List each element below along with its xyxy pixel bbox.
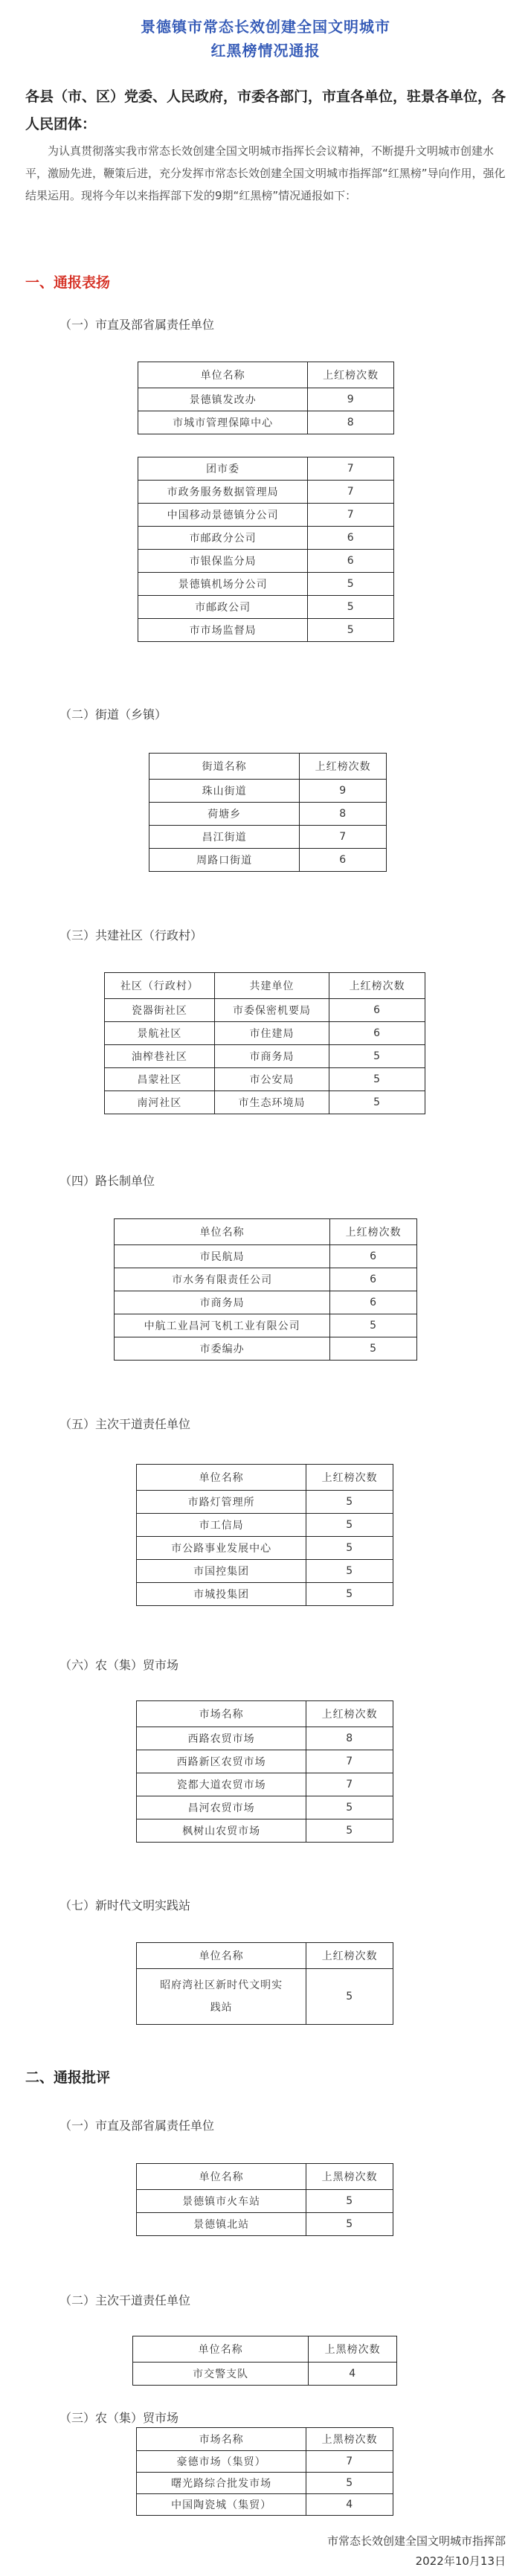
table-row: [137, 2190, 393, 2213]
table-cell: 市城市管理保障中心: [138, 411, 308, 434]
table-cell: 珠山街道: [149, 780, 300, 803]
table-row: [138, 573, 394, 596]
table-row: [115, 1314, 417, 1337]
table-cell: 市公安局: [214, 1068, 329, 1091]
table-cell: 瓷都大道农贸市场: [137, 1773, 306, 1796]
praise-s2-table: [149, 753, 387, 872]
table-cell: 6: [300, 849, 387, 872]
table-cell: 豪德市场（集贸）: [137, 2451, 306, 2473]
praise-s3-table: [104, 972, 425, 1114]
table-cell: 7: [306, 1750, 393, 1773]
table-cell: 景德镇北站: [137, 2213, 306, 2236]
praise-s1-label: （一）市直及部省属责任单位: [59, 318, 215, 332]
praise-s3-label: （三）共建社区（行政村）: [59, 928, 203, 942]
table-header-cell: 单位名称: [138, 362, 308, 388]
table-cell: 中国陶瓷城（集贸）: [137, 2494, 306, 2516]
signature-organization: 市常态长效创建全国文明城市指挥部: [326, 2534, 506, 2548]
criticize-s1-label: （一）市直及部省属责任单位: [59, 2119, 215, 2133]
table-header-cell: 上红榜次数: [306, 1465, 393, 1491]
table-cell: 油榨巷社区: [105, 1045, 215, 1068]
table-header-row: [137, 2164, 393, 2190]
table-cell: 5: [306, 1537, 393, 1560]
table-header-row: [138, 362, 394, 388]
table-cell: 市政务服务数据管理局: [138, 481, 308, 504]
table-header-cell: 单位名称: [137, 2164, 306, 2190]
document-title-line2: 红黑榜情况通报: [210, 42, 321, 60]
table-header-cell: 上黑榜次数: [306, 2164, 393, 2190]
table-row: [138, 457, 394, 481]
table-cell: 团市委: [138, 457, 308, 481]
table-header-cell: 上黑榜次数: [306, 2428, 393, 2451]
praise-s6-table: [136, 1700, 393, 1843]
table-cell: 昌河农贸市场: [137, 1796, 306, 1819]
table-row: [149, 849, 387, 872]
table-cell: 市生态环境局: [214, 1091, 329, 1114]
table-row: [138, 411, 394, 434]
table-cell: 市路灯管理所: [137, 1491, 306, 1514]
table-cell: 市邮政分公司: [138, 527, 308, 550]
table-cell: 5: [308, 619, 394, 642]
table-header-row: [137, 1701, 393, 1727]
table-cell: 5: [306, 1819, 393, 1843]
table-cell: 4: [309, 2363, 397, 2386]
criticize-s2-table: [132, 2336, 397, 2386]
table-row: [138, 527, 394, 550]
table-cell: 市交警支队: [133, 2363, 309, 2386]
criticize-s3-table: [136, 2427, 393, 2516]
table-cell: 6: [329, 1022, 425, 1045]
table-row: [115, 1245, 417, 1268]
table-row: [137, 2213, 393, 2236]
table-cell: 荷塘乡: [149, 803, 300, 826]
table-header-row: [105, 973, 425, 999]
table-row: [149, 826, 387, 849]
table-cell: 5: [306, 1969, 393, 2025]
table-row: [137, 1491, 393, 1514]
table-header-cell: 市场名称: [137, 1701, 306, 1727]
praise-s4-label: （四）路长制单位: [59, 1174, 155, 1188]
table-cell: 市商务局: [214, 1045, 329, 1068]
table-cell: 5: [306, 1796, 393, 1819]
criticize-s3-label: （三）农（集）贸市场: [59, 2411, 179, 2425]
table-row: [105, 1022, 425, 1045]
criticize-s1-table: [136, 2163, 393, 2236]
table-cell: 5: [306, 1583, 393, 1606]
table-cell: 5: [329, 1068, 425, 1091]
table-header-row: [137, 2428, 393, 2451]
praise-s7-table: [136, 1942, 393, 2025]
table-row: [137, 1969, 393, 2025]
table-cell: 5: [306, 1560, 393, 1583]
table-cell: 市住建局: [214, 1022, 329, 1045]
table-cell: 5: [329, 1045, 425, 1068]
table-cell: 5: [308, 573, 394, 596]
table-cell: 5: [329, 1091, 425, 1114]
table-row: [137, 1750, 393, 1773]
table-row: [138, 619, 394, 642]
table-header-cell: 社区（行政村）: [105, 973, 215, 999]
table-cell: 6: [308, 527, 394, 550]
table-cell: 昌蒙社区: [105, 1068, 215, 1091]
table-cell: 市委保密机要局: [214, 999, 329, 1022]
table-cell: 南河社区: [105, 1091, 215, 1114]
table-cell: 5: [330, 1337, 417, 1361]
table-header-row: [149, 754, 387, 780]
praise-s7-label: （七）新时代文明实践站: [59, 1898, 191, 1912]
table-header-cell: 单位名称: [133, 2336, 309, 2363]
table-row: [137, 2451, 393, 2473]
table-header-row: [137, 1465, 393, 1491]
praise-s5-label: （五）主次干道责任单位: [59, 1417, 191, 1431]
table-header-cell: 街道名称: [149, 754, 300, 780]
table-cell: 7: [308, 457, 394, 481]
table-cell: 昌江街道: [149, 826, 300, 849]
document-title-line1: 景德镇市常态长效创建全国文明城市: [141, 18, 390, 36]
section-criticize-heading: 二、通报批评: [25, 2069, 111, 2086]
table-header-cell: 上黑榜次数: [309, 2336, 397, 2363]
table-row: [115, 1291, 417, 1314]
table-row: [133, 2363, 397, 2386]
table-header-cell: 上红榜次数: [306, 1943, 393, 1969]
table-cell: 7: [306, 2451, 393, 2473]
table-cell: 5: [306, 2190, 393, 2213]
table-row: [137, 1583, 393, 1606]
praise-s2-label: （二）街道（乡镇）: [59, 707, 167, 722]
table-cell: 7: [308, 504, 394, 527]
table-cell: 枫树山农贸市场: [137, 1819, 306, 1843]
table-header-cell: 上红榜次数: [308, 362, 394, 388]
table-cell: 5: [306, 2213, 393, 2236]
table-cell: 西路农贸市场: [137, 1727, 306, 1750]
table-row: [105, 1091, 425, 1114]
table-row: [137, 1796, 393, 1819]
table-cell: 周路口街道: [149, 849, 300, 872]
table-row: [115, 1337, 417, 1361]
table-cell: 市民航局: [115, 1245, 330, 1268]
table-row: [138, 504, 394, 527]
table-header-cell: 上红榜次数: [306, 1701, 393, 1727]
table-row: [137, 1819, 393, 1843]
table-row: [138, 481, 394, 504]
table-row: [137, 1537, 393, 1560]
intro-paragraph: 为认真贯彻落实我市常态长效创建全国文明城市指挥长会议精神，不断提升文明城市创建水平，激励先进，鞭策后进，充分发挥市常态长效创建全国文明城市指挥部“红黑榜”导向作用，强化结果运用。现将今年以来指挥部下发的9期“红黑榜”情况通报如下：: [25, 144, 506, 202]
table-cell: 西路新区农贸市场: [137, 1750, 306, 1773]
table-cell: 市银保监分局: [138, 550, 308, 573]
table-row: [137, 2494, 393, 2516]
table-cell: 市委编办: [115, 1337, 330, 1361]
table-header-row: [133, 2336, 397, 2363]
table-header-cell: 单位名称: [115, 1219, 330, 1245]
table-cell: 8: [300, 803, 387, 826]
table-cell: 中航工业昌河飞机工业有限公司: [115, 1314, 330, 1337]
table-row: [115, 1268, 417, 1291]
praise-s6-label: （六）农（集）贸市场: [59, 1658, 179, 1672]
table-header-cell: 上红榜次数: [329, 973, 425, 999]
criticize-s2-label: （二）主次干道责任单位: [59, 2293, 191, 2307]
addressee-text: 各县（市、区）党委、人民政府，市委各部门，市直各单位，驻景各单位，各人民团体：: [25, 89, 506, 132]
table-cell: 市工信局: [137, 1514, 306, 1537]
signature-date: 2022年10月13日: [415, 2554, 506, 2568]
table-cell: 市市场监督局: [138, 619, 308, 642]
table-cell: 6: [330, 1268, 417, 1291]
table-row: [105, 1068, 425, 1091]
table-row: [149, 803, 387, 826]
table-header-cell: 市场名称: [137, 2428, 306, 2451]
praise-s4-table: [114, 1218, 417, 1361]
table-cell: 7: [300, 826, 387, 849]
table-cell: 5: [330, 1314, 417, 1337]
table-cell: 景德镇发改办: [138, 388, 308, 411]
table-row: [137, 1727, 393, 1750]
table-row: [137, 2473, 393, 2494]
table-cell: 曙光路综合批发市场: [137, 2473, 306, 2494]
table-header-cell: 单位名称: [137, 1943, 306, 1969]
table-cell: 中国移动景德镇分公司: [138, 504, 308, 527]
table-row: [105, 1045, 425, 1068]
table-cell: 市邮政公司: [138, 596, 308, 619]
table-header-cell: 共建单位: [214, 973, 329, 999]
section-praise-heading: 一、通报表扬: [25, 274, 111, 291]
table-cell: 景德镇机场分公司: [138, 573, 308, 596]
praise-s5-table: [136, 1464, 393, 1606]
praise-s1-table-continued: [138, 457, 394, 642]
table-cell: 6: [329, 999, 425, 1022]
praise-s1-table: [138, 362, 394, 434]
table-cell: 市商务局: [115, 1291, 330, 1314]
table-cell: 市水务有限责任公司: [115, 1268, 330, 1291]
table-cell: 景德镇市火车站: [137, 2190, 306, 2213]
table-row: [137, 1514, 393, 1537]
table-cell: 市公路事业发展中心: [137, 1537, 306, 1560]
table-cell: 瓷器街社区: [105, 999, 215, 1022]
table-cell: 5: [308, 596, 394, 619]
table-cell: 6: [330, 1245, 417, 1268]
table-cell: 7: [308, 481, 394, 504]
table-cell: 6: [330, 1291, 417, 1314]
table-cell: 8: [306, 1727, 393, 1750]
table-cell: 昭府湾社区新时代文明实践站: [137, 1969, 306, 2025]
table-cell: 5: [306, 1514, 393, 1537]
table-row: [138, 550, 394, 573]
table-header-row: [137, 1943, 393, 1969]
table-row: [138, 388, 394, 411]
table-row: [105, 999, 425, 1022]
table-row: [137, 1560, 393, 1583]
table-cell: 5: [306, 2473, 393, 2494]
table-cell: 5: [306, 1491, 393, 1514]
table-cell: 4: [306, 2494, 393, 2516]
table-cell: 6: [308, 550, 394, 573]
table-cell: 9: [308, 388, 394, 411]
table-row: [137, 1773, 393, 1796]
table-header-cell: 单位名称: [137, 1465, 306, 1491]
table-cell: 市国控集团: [137, 1560, 306, 1583]
table-cell: 9: [300, 780, 387, 803]
table-cell: 景航社区: [105, 1022, 215, 1045]
table-row: [138, 596, 394, 619]
table-cell: 市城投集团: [137, 1583, 306, 1606]
table-row: [149, 780, 387, 803]
table-header-cell: 上红榜次数: [300, 754, 387, 780]
table-header-cell: 上红榜次数: [330, 1219, 417, 1245]
table-cell: 8: [308, 411, 394, 434]
table-header-row: [115, 1219, 417, 1245]
table-cell: 7: [306, 1773, 393, 1796]
